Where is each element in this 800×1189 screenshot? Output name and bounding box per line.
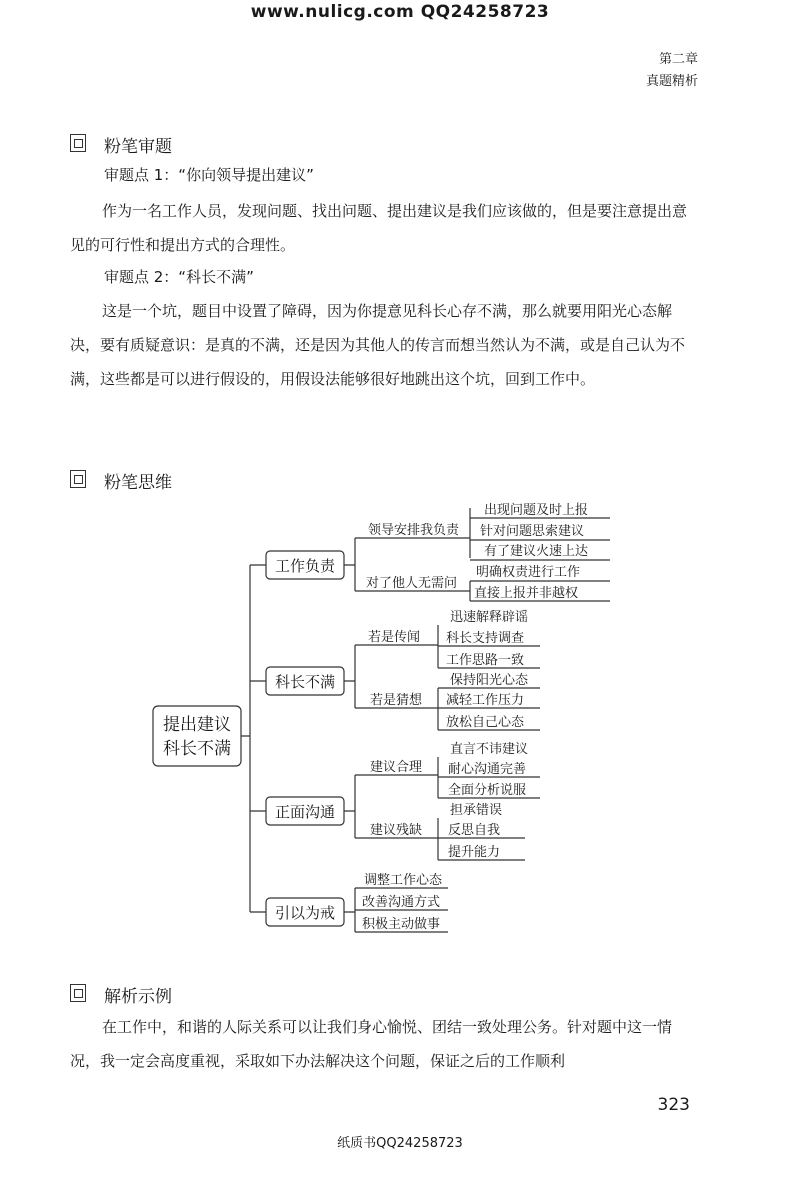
chapter-title: 第二章	[658, 52, 698, 67]
leaf-label: 耐心沟通完善	[448, 762, 527, 777]
leaf-label: 针对问题思索建议	[480, 524, 585, 539]
branch-label: 引以为戒	[274, 904, 336, 922]
root-line-1: 提出建议	[163, 715, 231, 735]
leaf-label: 全面分析说服	[448, 783, 527, 798]
analysis-example-text: 在工作中，和谐的人际关系可以让我们身心愉悦、团结一致处理公务。针对题中这一情况，我一定会高度重视，采取如下办法解决这个问题，保证之后的工作顺利	[70, 1018, 673, 1070]
branch-label: 正面沟通	[274, 803, 336, 821]
review-point-2-label: 审题点 2：“科长不满”	[104, 268, 254, 286]
chapter-subtitle: 真题精析	[645, 74, 698, 89]
leaf-label: 调整工作心态	[364, 873, 443, 888]
leaf-label: 科长支持调查	[446, 631, 525, 646]
root-line-2: 科长不满	[163, 739, 231, 759]
sub-label: 建议合理	[370, 760, 423, 775]
sub-label: 领导安排我负责	[368, 523, 460, 538]
leaf-label: 反思自我	[448, 823, 501, 838]
leaf-label: 直接上报并非越权	[474, 586, 579, 601]
review-point-1-text: 作为一名工作人员，发现问题、找出问题、提出建议是我们应该做的，但是要注意提出意见的可行性和提出方式的合理性。	[70, 202, 688, 254]
leaf-label: 减轻工作压力	[446, 693, 525, 708]
leaf-label: 直言不讳建议	[450, 742, 529, 757]
leaf-label: 改善沟通方式	[362, 895, 441, 910]
sub-label: 建议残缺	[370, 823, 423, 838]
leaf-label: 出现问题及时上报	[484, 503, 589, 518]
leaf-label: 工作思路一致	[446, 653, 525, 668]
leaf-label: 有了建议火速上达	[484, 544, 589, 559]
watermark-top: www.nulicg.com QQ24258723	[250, 2, 550, 22]
section-title-siwei: 粉笔思维	[104, 473, 172, 493]
leaf-label: 积极主动做事	[362, 917, 441, 932]
watermark-bottom: 纸质书QQ24258723	[337, 1136, 463, 1151]
leaf-label: 保持阳光心态	[450, 673, 529, 688]
review-point-2-text: 这是一个坑，题目中设置了障碍，因为你提意见科长心存不满，那么就要用阳光心态解决，要有质疑意识：是真的不满，还是因为其他人的传言而想当然认为不满，或是自己认为不满，这些都是可以进行假设的，用假设法能够很好地跳出这个坑，回到工作中。	[70, 302, 686, 388]
sub-label: 若是传闻	[368, 630, 421, 645]
branch-label: 科长不满	[274, 673, 336, 691]
sub-label: 对了他人无需问	[366, 576, 458, 591]
section-icon	[70, 984, 86, 1002]
branch-label: 工作负责	[274, 557, 336, 575]
page-number: 323	[657, 1095, 690, 1115]
section-title-jiexi: 解析示例	[104, 987, 172, 1007]
root-connectors	[241, 565, 266, 912]
leaf-label: 担承错误	[450, 803, 503, 818]
leaf-label: 迅速解释辟谣	[450, 610, 529, 625]
sub-label: 若是猜想	[370, 693, 423, 708]
leaf-label: 放松自己心态	[446, 715, 525, 730]
review-point-1-label: 审题点 1：“你向领导提出建议”	[104, 166, 314, 184]
section-title-shenti: 粉笔审题	[104, 137, 172, 157]
leaf-label: 提升能力	[448, 845, 501, 860]
leaf-label: 明确权责进行工作	[476, 565, 581, 580]
